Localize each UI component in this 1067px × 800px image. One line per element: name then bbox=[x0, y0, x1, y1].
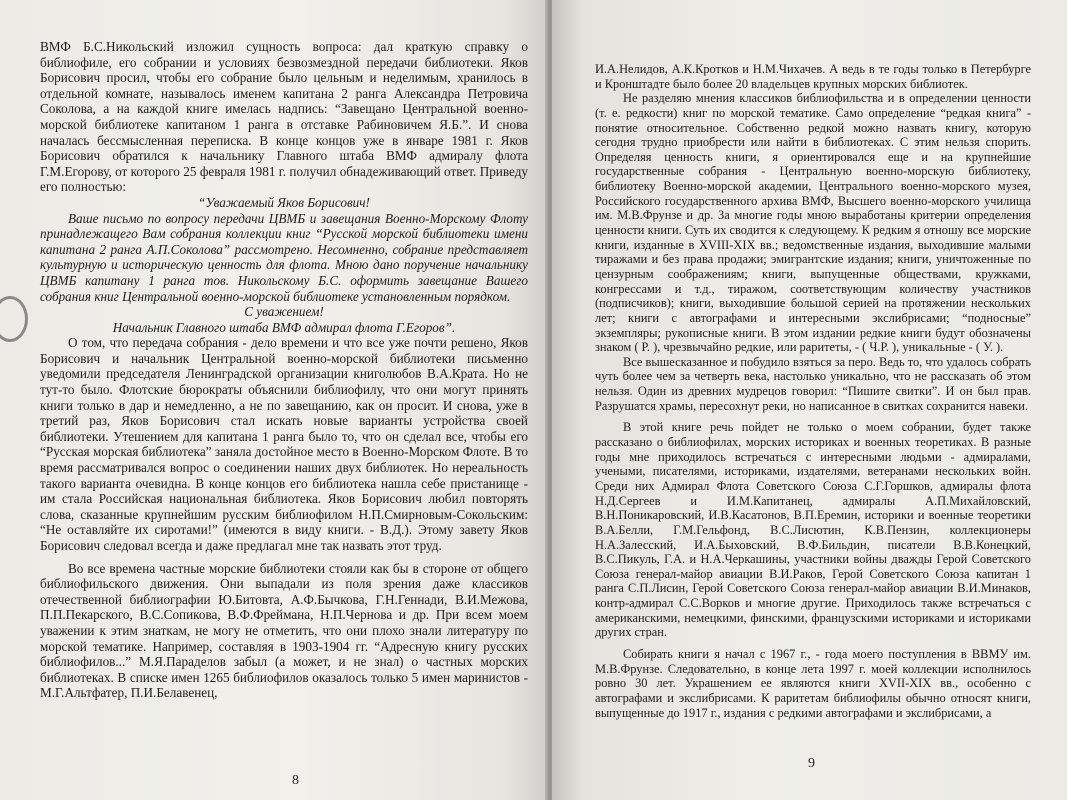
page-number-left: 8 bbox=[292, 773, 299, 788]
letter-salutation: “Уважаемый Яков Борисович! bbox=[198, 194, 370, 210]
right-paragraph-4: В этой книге речь пойдет не только о моем собрании, будет также рассказано о библиофилах, морских историках и военных теоретиках. В разные годы мне приходилось встречаться с интересными людьми - адмиралами, учеными, писателями, историками, издателями, ветеранами нескольких войн. Среди них Адмирал Флота Советского Союза С.Г.Горшков, адмиралы флота Н.Д.Сергеев и И.М.Капитанец, адмиралы А.П.Михайловский, В.Н.Поникаровский, И.В.Касатонов, В.П.Еремин, историки и военные теоретики В.А.Белли, Г.М.Гельфонд, В.С.Лисютин, К.В.Пензин, коллекционеры Н.А.Залесский, И.А.Быховский, В.Ф.Бильдин, писатели В.В.Конецкий, В.С.Пикуль, Г.А. и Н.А.Черкашины, участники войны дважды Герой Советского Союза генерал-майор авиации В.И.Раков, Герой Советского Союза капитан 1 ранга С.П.Лисин, Герой Советского Союза генерал-майор авиации В.И.Минаков, контр-адмирал С.С.Ворков и многие другие. Приходилось также встречаться с американскими, немецкими, финскими, французскими историками и историками других стран. bbox=[595, 420, 1031, 640]
right-page bbox=[552, 0, 1067, 800]
right-paragraph-1: И.А.Нелидов, А.К.Кротков и Н.М.Чихачев. А ведь в те годы только в Петербурге и Кронштадте было более 20 владельцев крупных морских библиотек. bbox=[595, 62, 1031, 91]
left-opening-paragraph: ВМФ Б.С.Никольский изложил сущность вопроса: дал краткую справку о библиофиле, его собрании и условиях безвозмездной передачи библиотеки. Яков Борисович просил, чтобы его собрание было цельным и неделимым, хранилось в отдельной комнате, называлось именем капитана 2 ранга Александра Петровича Соколова, а на каждой книге имелась надпись: “Завещано Центральной военно-морской библиотеке капитаном 1 ранга в отставке Рабиновичем Я.Б.”. И снова началась бессмысленная переписка. В конце концов уже в январе 1981 г. Яков Борисович обратился к начальнику Главного штаба ВМФ адмиралу флота Г.М.Егорову, от которого 25 февраля 1981 г. получил обнадеживающий ответ. Приведу его полностью: bbox=[40, 39, 528, 195]
right-page-text bbox=[595, 62, 1031, 720]
right-paragraph-2: Не разделяю мнения классиков библиофильства и в определении ценности (т. е. редкости) книг по морской тематике. Само определение “редкая книга” - понятие относительное. Собственно редкой можно назвать книгу, которую сегодня трудно приобрести или найти в библиотеках. С этим нельзя спорить. Определяя ценность книги, я ориентировался еще и на крупнейшие государственные собрания - Центральную военно-морскую библиотеку, библиотеку Военно-морской академии, Центрального военно-морского музея, Российского государственного архива ВМФ, Высшего военно-морского училища им. М.В.Фрунзе и др. За многие годы мною выработаны критерии определения ценности книги. Суть их сводится к следующему. К редким я отношу все морские книги, изданные в XVIII-XIX вв.; ведомственные издания, выходившие малыми тиражами и без права продажи; эмигрантские издания; книги, уничтоженные по цензурным соображениям; книги, выпущенные обществами, кружками, конгрессами и т.д., тиражом, соответствующим количеству участников (подписчиков); книги, выходившие большой серией на протяжении нескольких лет; книги с автографами и интересными экслибрисами; “подносные” экземпляры; рукописные книги. В этом издании редкие книги будут обозначены знаком ( Р. ), чрезвычайно редкие, или раритеты, - ( Ч.Р. ), уникальные - ( У. ). bbox=[595, 91, 1031, 355]
right-paragraph-5: Собирать книги я начал с 1967 г., - года моего поступления в ВВМУ им. М.В.Фрунзе. Следовательно, в конце лета 1997 г. моей коллекции исполнилось ровно 30 лет. Украшением ее являются книги XVII-XIX вв., особенно с автографами и экслибрисами. К раритетам библиофилы обычно относят книги, выпущенные до 1917 г., издания с редкими автографами и экслибрисами, а bbox=[595, 646, 1031, 720]
left-paragraph-2: О том, что передача собрания - дело времени и что все уже почти решено, Яков Борисович и начальник Центральной военно-морской библиотеки письменно уведомили председателя Ленинградской организации книголюбов В.А.Крата. Но не тут-то было. Флотские бюрократы объяснили библиофилу, что они могут принять книги только в дар и немедленно, а не по завещанию, как он просит. И снова, уже в третий раз, Яков Борисович стал искать новые варианты устройства своей библиотеки. Утешением для капитана 1 ранга было то, что он сделал все, чтобы его “Русская морская библиотека” заняла достойное место в Военно-Морском Флоте. В то время рассматривался вопрос о соединении наших двух библиотек. Но нереальность такого варианта очевидна. В конце концов его библиотека нашла себе пристанище - им стала Российская национальная библиотека. Яков Борисович любил повторять слова, сказанные крупнейшим русским библиофилом Н.П.Смирновым-Сокольским: “Не оставляйте их сиротами!” (имеются в виду книги. - В.Д.). Этому завету Яков Борисович следовал всегда и даже предлагал мне так назвать этот труд. bbox=[40, 335, 528, 553]
quoted-letter bbox=[40, 195, 528, 335]
letter-closing: С уважением! bbox=[244, 304, 324, 320]
letter-signature: Начальник Главного штаба ВМФ адмирал флота Г.Егоров”. bbox=[112, 319, 456, 335]
left-paragraph-3: Во все времена частные морские библиотеки стояли как бы в стороне от общего библиофильского движения. Они выпадали из поля зрения даже классиков отечественной библиографии Ю.Битовта, А.Ф.Бычкова, Г.Н.Геннади, В.И.Межова, П.П.Пекарского, В.С.Сопикова, В.Ф.Фреймана, Н.П.Чернова и др. При всем моем уважении к этим знаткам, не могу не отметить, что они плохо знали литературу по морской тематике. Например, составляя в 1903-1904 гг. “Адресную книгу русских библиофилов...” М.Я.Параделов забыл (а может, и не знал) о частных морских библиотеках. В списке имен 1265 библиофилов оказалось только 5 имен маринистов - М.Г.Альтфатер, П.И.Белавенец, bbox=[40, 560, 528, 701]
left-page-text bbox=[40, 39, 528, 701]
letter-body: Ваше письмо по вопросу передачи ЦВМБ и завещания Военно-Морскому Флоту принадлежащего Вам собрания коллекции книг “Русской морской библиотеки имени капитана 2 ранга А.П.Соколова” рассмотрено. Несомненно, собрание представляет культурную и историческую ценность для флота. Мною дано поручение начальнику ЦВМБ капитану 1 ранга тов. Никольскому Б.С. оформить завещание Вашего собрания книг Центральной военно-морской библиотеке установленным порядком. bbox=[40, 210, 528, 304]
right-paragraph-3: Все вышесказанное и побудило взяться за перо. Ведь то, что удалось собрать чуть более чем за четверть века, настолько уникально, что не рассказать об этом нельзя. Один из древних мудрецов говорил: “Пишите свитки”. И он был прав. Разрушатся храмы, пересохнут реки, но написанное в свитках сохранится навеки. bbox=[595, 354, 1031, 413]
binder-ring bbox=[0, 296, 28, 342]
page-number-right: 9 bbox=[808, 756, 815, 771]
